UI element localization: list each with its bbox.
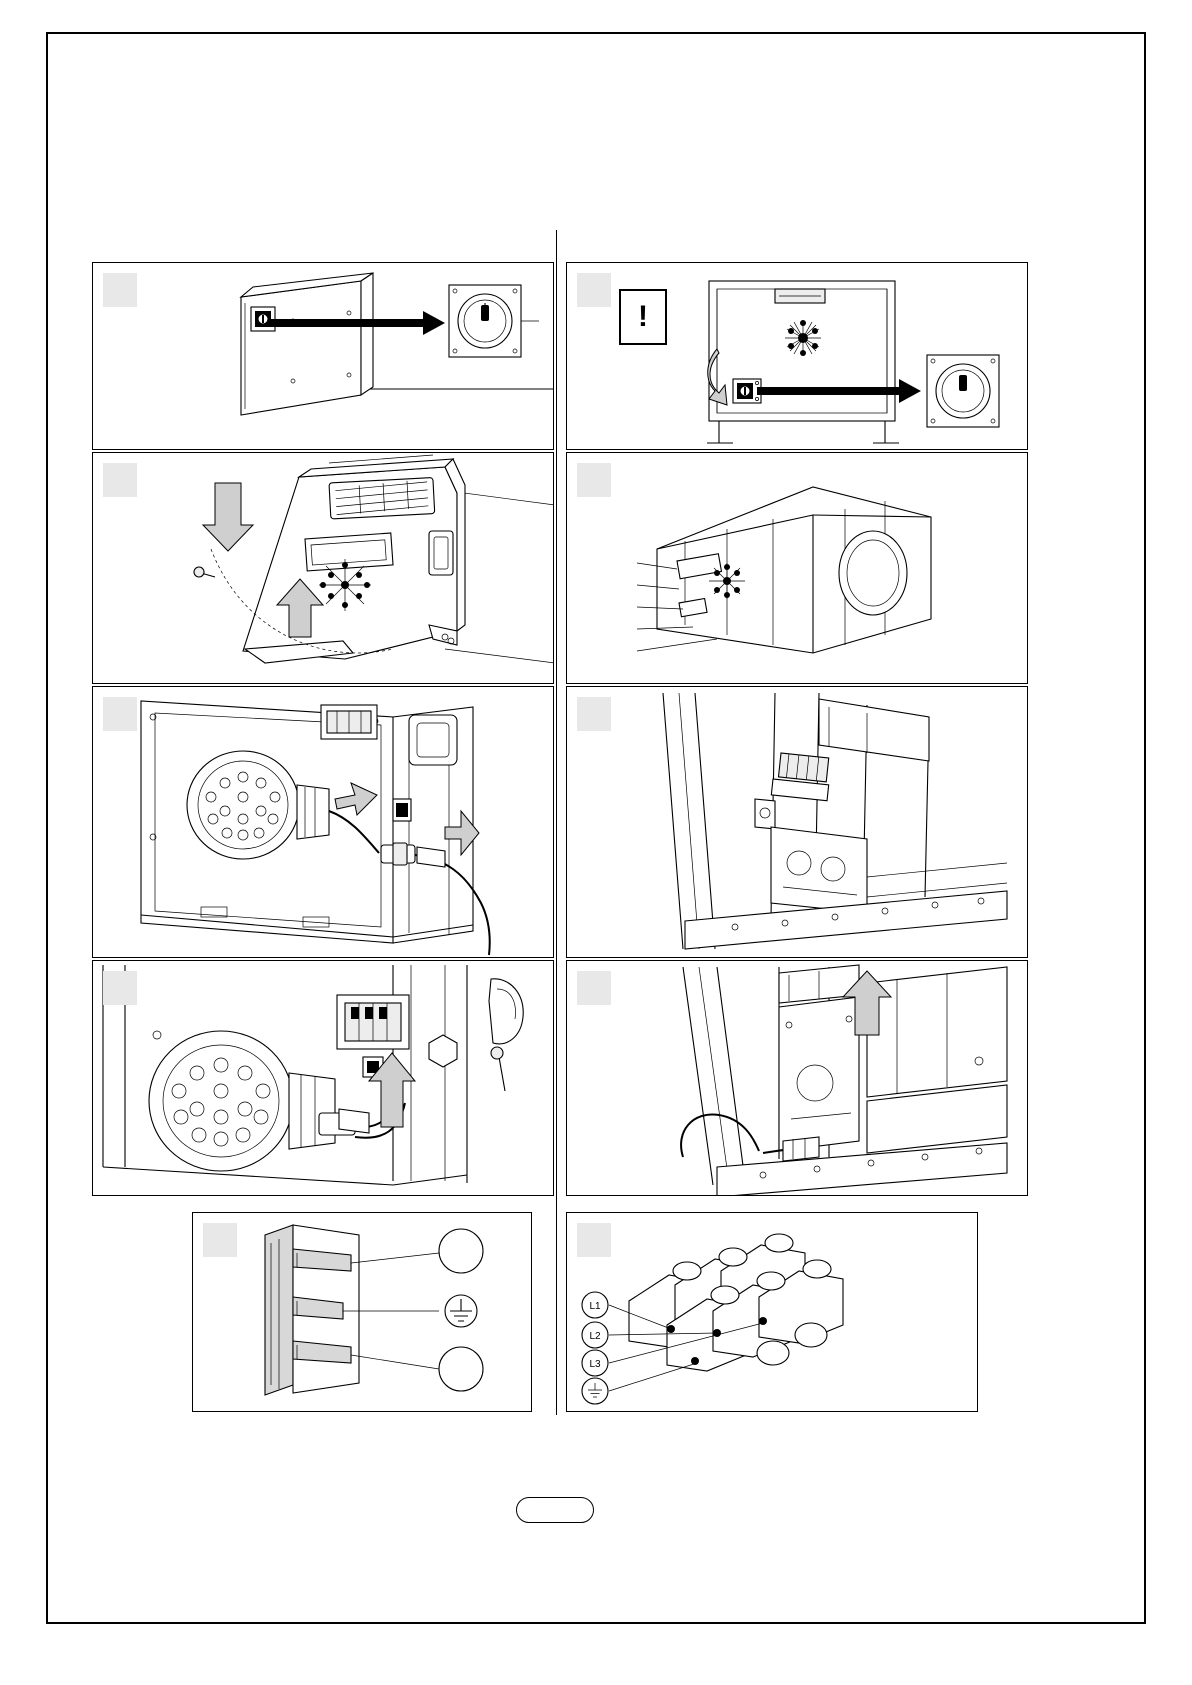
panel-9 xyxy=(192,1212,532,1412)
panel-6 xyxy=(566,686,1028,958)
panel-3 xyxy=(92,452,554,684)
panel-1 xyxy=(92,262,554,450)
step-badge xyxy=(577,463,611,497)
panel-5 xyxy=(92,686,554,958)
panel-7 xyxy=(92,960,554,1196)
step-badge xyxy=(577,273,611,307)
footer-page-tag xyxy=(516,1497,594,1523)
panel-10 xyxy=(566,1212,978,1412)
step-badge xyxy=(103,463,137,497)
step-badge xyxy=(203,1223,237,1257)
label-l2: L2 xyxy=(589,1331,601,1342)
column-divider xyxy=(556,230,557,1415)
step-badge xyxy=(103,697,137,731)
step-badge xyxy=(577,697,611,731)
warning-icon: ! xyxy=(619,289,667,345)
label-l1: L1 xyxy=(589,1301,601,1312)
panel-2 xyxy=(566,262,1028,450)
step-badge xyxy=(577,1223,611,1257)
label-l3: L3 xyxy=(589,1359,601,1370)
panel-8 xyxy=(566,960,1028,1196)
step-badge xyxy=(103,273,137,307)
step-badge xyxy=(577,971,611,1005)
step-badge xyxy=(103,971,137,1005)
panel-4 xyxy=(566,452,1028,684)
